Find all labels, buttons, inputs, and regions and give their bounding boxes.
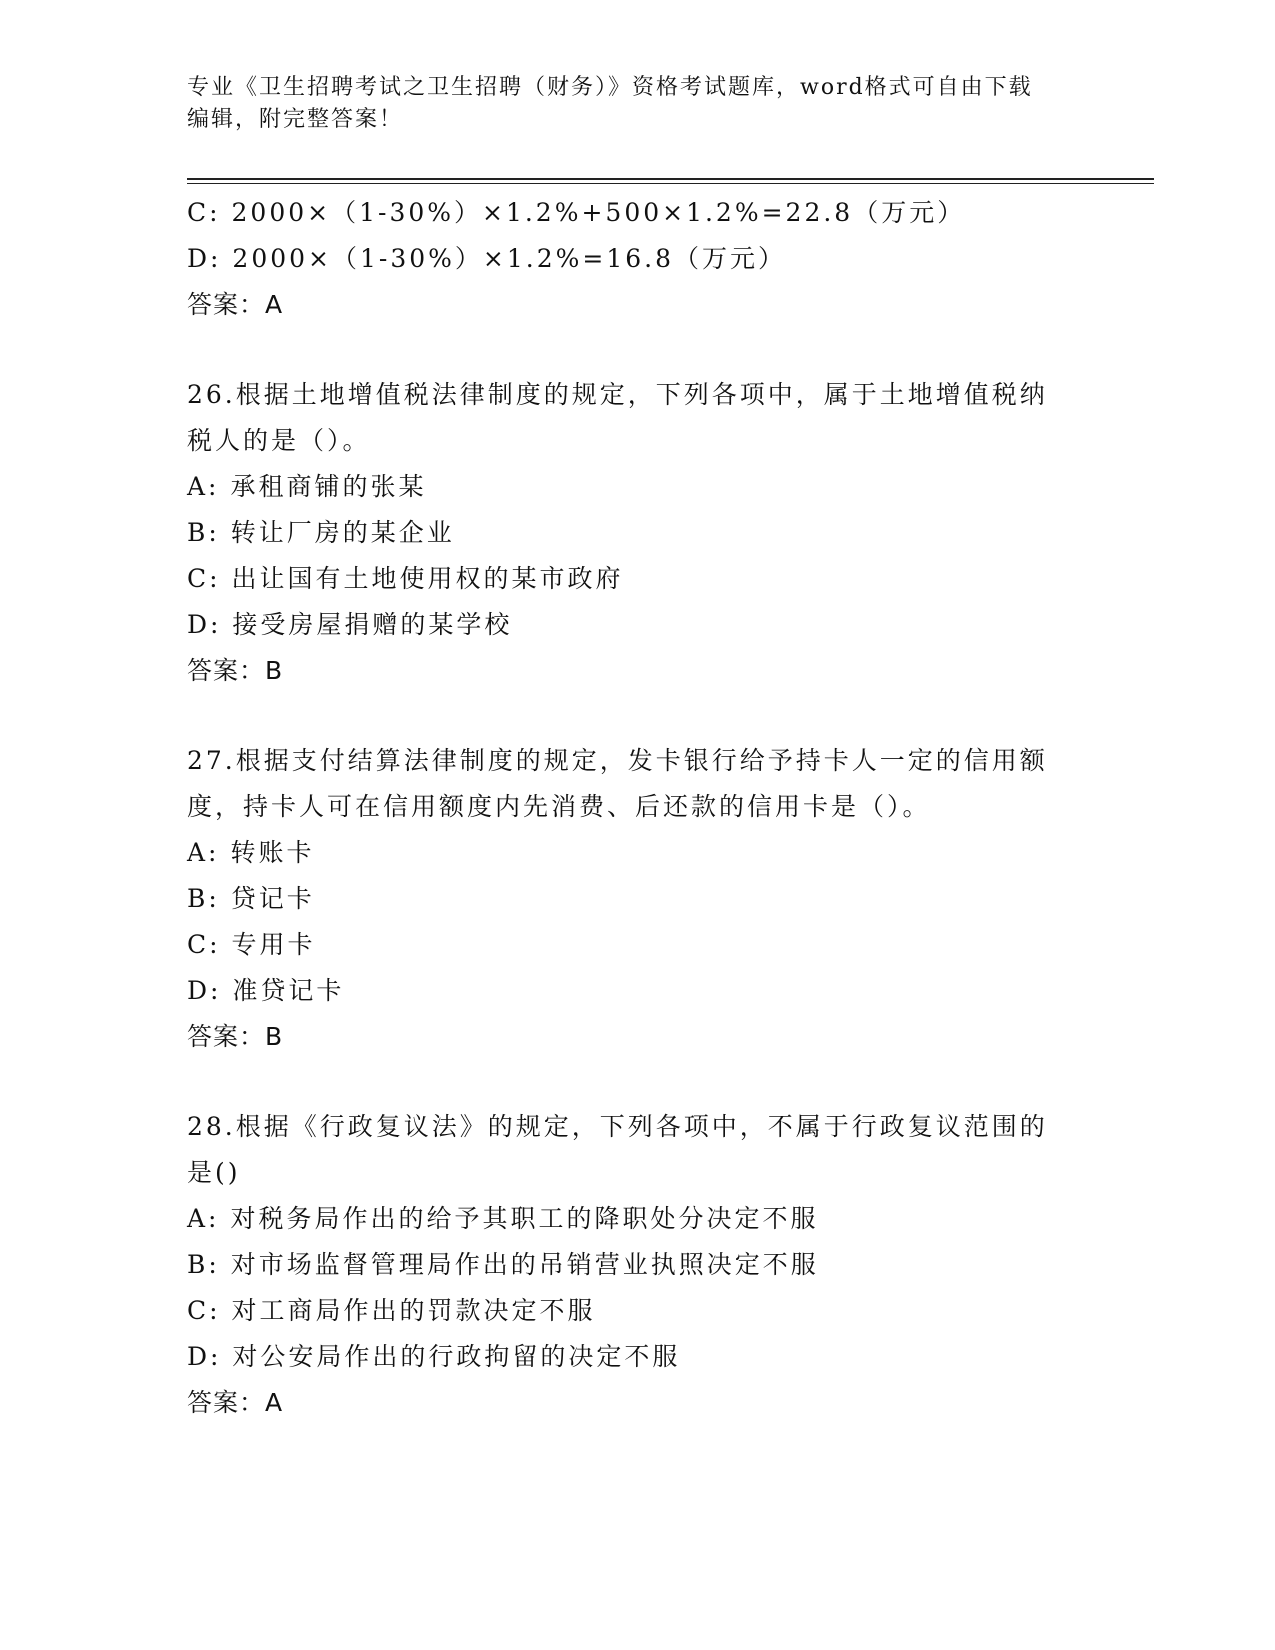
option-a: A: 对税务局作出的给予其职工的降职处分决定不服 — [187, 1204, 819, 1233]
answer: 答案：B — [187, 656, 284, 685]
header-title-line-1: 专业《卫生招聘考试之卫生招聘（财务）》资格考试题库，word格式可自由下载 — [187, 75, 1033, 100]
question-stem-line-1: 28.根据《行政复议法》的规定，下列各项中，不属于行政复议范围的 — [187, 1112, 1048, 1141]
answer: 答案：A — [187, 1388, 284, 1417]
option-a: A: 承租商铺的张某 — [187, 472, 427, 501]
header-rule-thin — [187, 183, 1154, 184]
header-title-line-2: 编辑，附完整答案！ — [187, 107, 404, 132]
document-body — [187, 190, 1087, 1426]
option-c: C: 出让国有土地使用权的某市政府 — [187, 564, 624, 593]
option-c: C: 对工商局作出的罚款决定不服 — [187, 1296, 596, 1325]
option-b: B: 对市场监督管理局作出的吊销营业执照决定不服 — [187, 1250, 819, 1279]
option-b: B: 转让厂房的某企业 — [187, 518, 455, 547]
option-d: D: 2000×（1-30%）×1.2%=16.8（万元） — [187, 244, 786, 273]
option-c: C: 2000×（1-30%）×1.2%+500×1.2%=22.8（万元） — [187, 198, 966, 227]
option-c: C: 专用卡 — [187, 930, 316, 959]
document-header — [187, 72, 1067, 136]
option-d: D: 接受房屋捐赠的某学校 — [187, 610, 513, 639]
question-stem-line-2: 税人的是（）。 — [187, 426, 371, 455]
question-27 — [187, 738, 1087, 1060]
continued-question — [187, 190, 1087, 328]
question-stem-line-2: 度，持卡人可在信用额度内先消费、后还款的信用卡是（）。 — [187, 792, 931, 821]
header-rule-thick — [187, 178, 1154, 180]
option-d: D: 准贷记卡 — [187, 976, 345, 1005]
option-d: D: 对公安局作出的行政拘留的决定不服 — [187, 1342, 681, 1371]
question-stem-line-1: 27.根据支付结算法律制度的规定，发卡银行给予持卡人一定的信用额 — [187, 746, 1048, 775]
option-a: A: 转账卡 — [187, 838, 315, 867]
question-28 — [187, 1104, 1087, 1426]
answer: 答案：B — [187, 1022, 284, 1051]
question-stem-line-2: 是() — [187, 1158, 241, 1187]
question-stem-line-1: 26.根据土地增值税法律制度的规定，下列各项中，属于土地增值税纳 — [187, 380, 1048, 409]
answer: 答案：A — [187, 290, 284, 319]
option-b: B: 贷记卡 — [187, 884, 315, 913]
question-26 — [187, 372, 1087, 694]
